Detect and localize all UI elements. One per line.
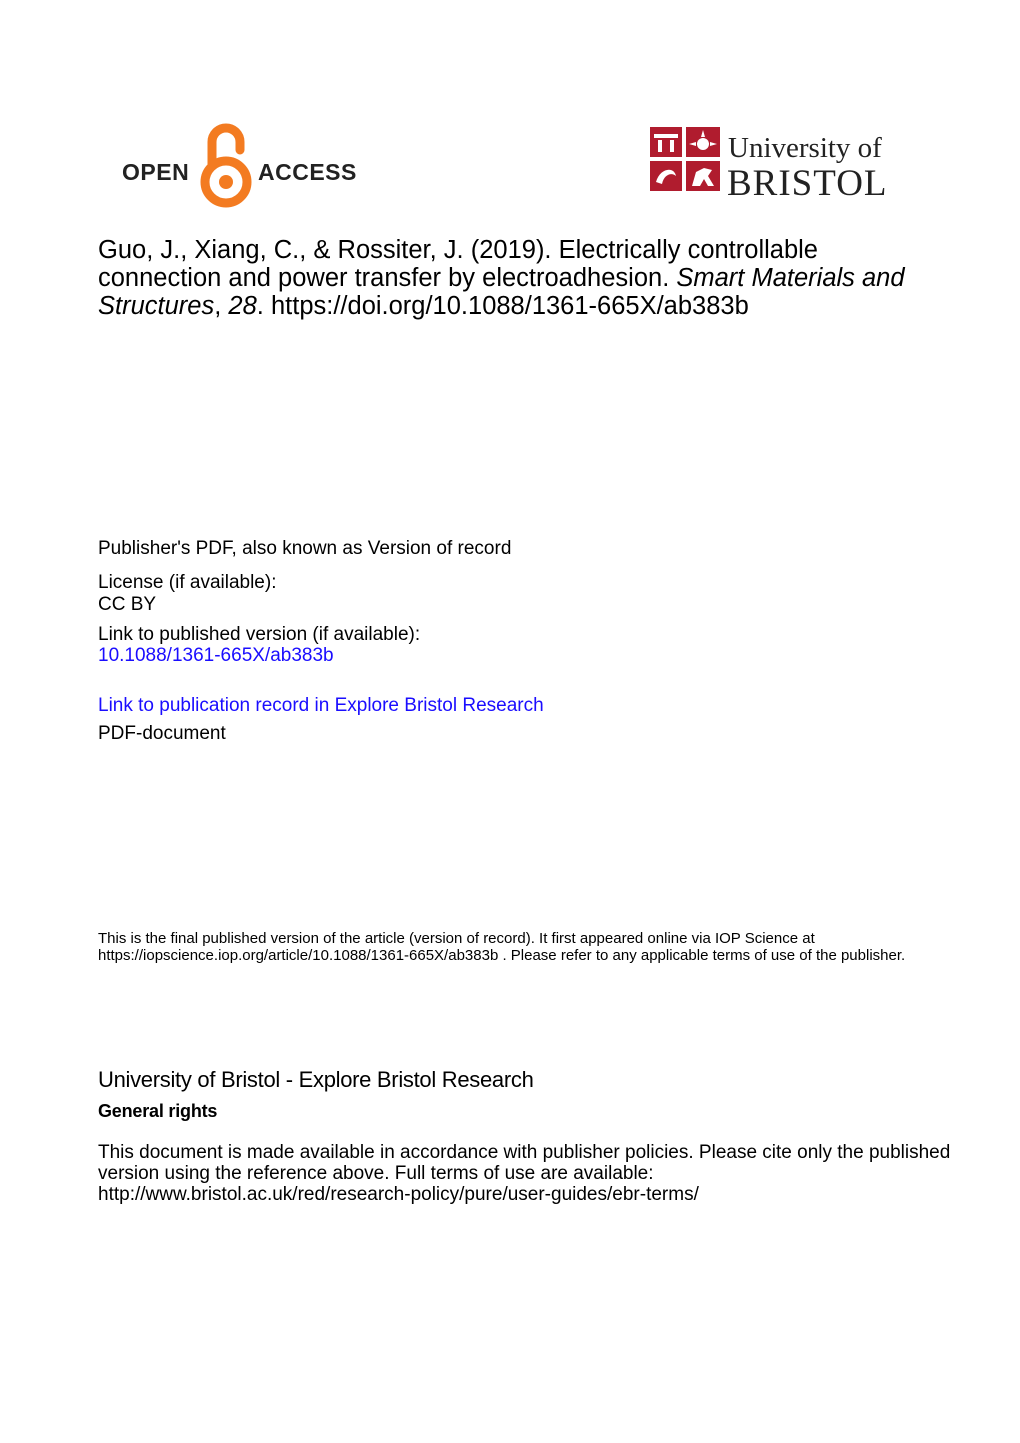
version-text: Publisher's PDF, also known as Version of record (98, 538, 512, 559)
citation-end: . (256, 292, 264, 320)
citation-separator: , (214, 292, 222, 320)
university-logo-line1: University of (728, 132, 882, 164)
citation-authors-year: Guo, J., Xiang, C., & Rossiter, J. (2019). (98, 236, 552, 264)
citation-journal: Smart Materials and Structures (98, 264, 905, 320)
rights-subheading: General rights (98, 1101, 218, 1121)
publication-record-link[interactable]: Link to publication record in Explore Bristol Research (98, 695, 544, 716)
published-version-label: Link to published version (if available): (98, 624, 421, 645)
bristol-crest-icon (648, 124, 722, 194)
license-value: CC BY (98, 594, 157, 615)
citation-volume: 28 (228, 292, 257, 320)
open-access-logo-right-word: ACCESS (258, 159, 357, 185)
license-label: License (if available): (98, 572, 277, 593)
university-of-bristol-logo (648, 124, 908, 204)
final-version-note: This is the final published version of the article (version of record). It first appeared online via IOP Science at https://iopscience.iop.org/article/10.1088/1361-665X/ab383b . Please refer to any applicable terms of use of the publisher. (98, 930, 906, 964)
citation (98, 236, 928, 320)
published-version-link[interactable]: 10.1088/1361-665X/ab383b (98, 645, 334, 666)
citation-doi: https://doi.org/10.1088/1361-665X/ab383b (270, 292, 749, 320)
citation-title: Electrically controllable connection and power transfer by electroadhesion. (98, 236, 818, 292)
open-access-logo-left-word: OPEN (122, 159, 190, 185)
open-padlock-icon (200, 120, 252, 210)
university-logo-line2: BRISTOL (727, 163, 888, 204)
open-access-logo (122, 120, 357, 210)
rights-body-text: This document is made available in accordance with publisher policies. Please cite only the published version using the reference above. Full terms of use are available: http://www.bristol.ac.uk/red/research-policy/pure/user-guides/ebr-terms/ (98, 1142, 951, 1205)
rights-heading: University of Bristol - Explore Bristol Research (98, 1067, 534, 1092)
document-type: PDF-document (98, 723, 226, 744)
